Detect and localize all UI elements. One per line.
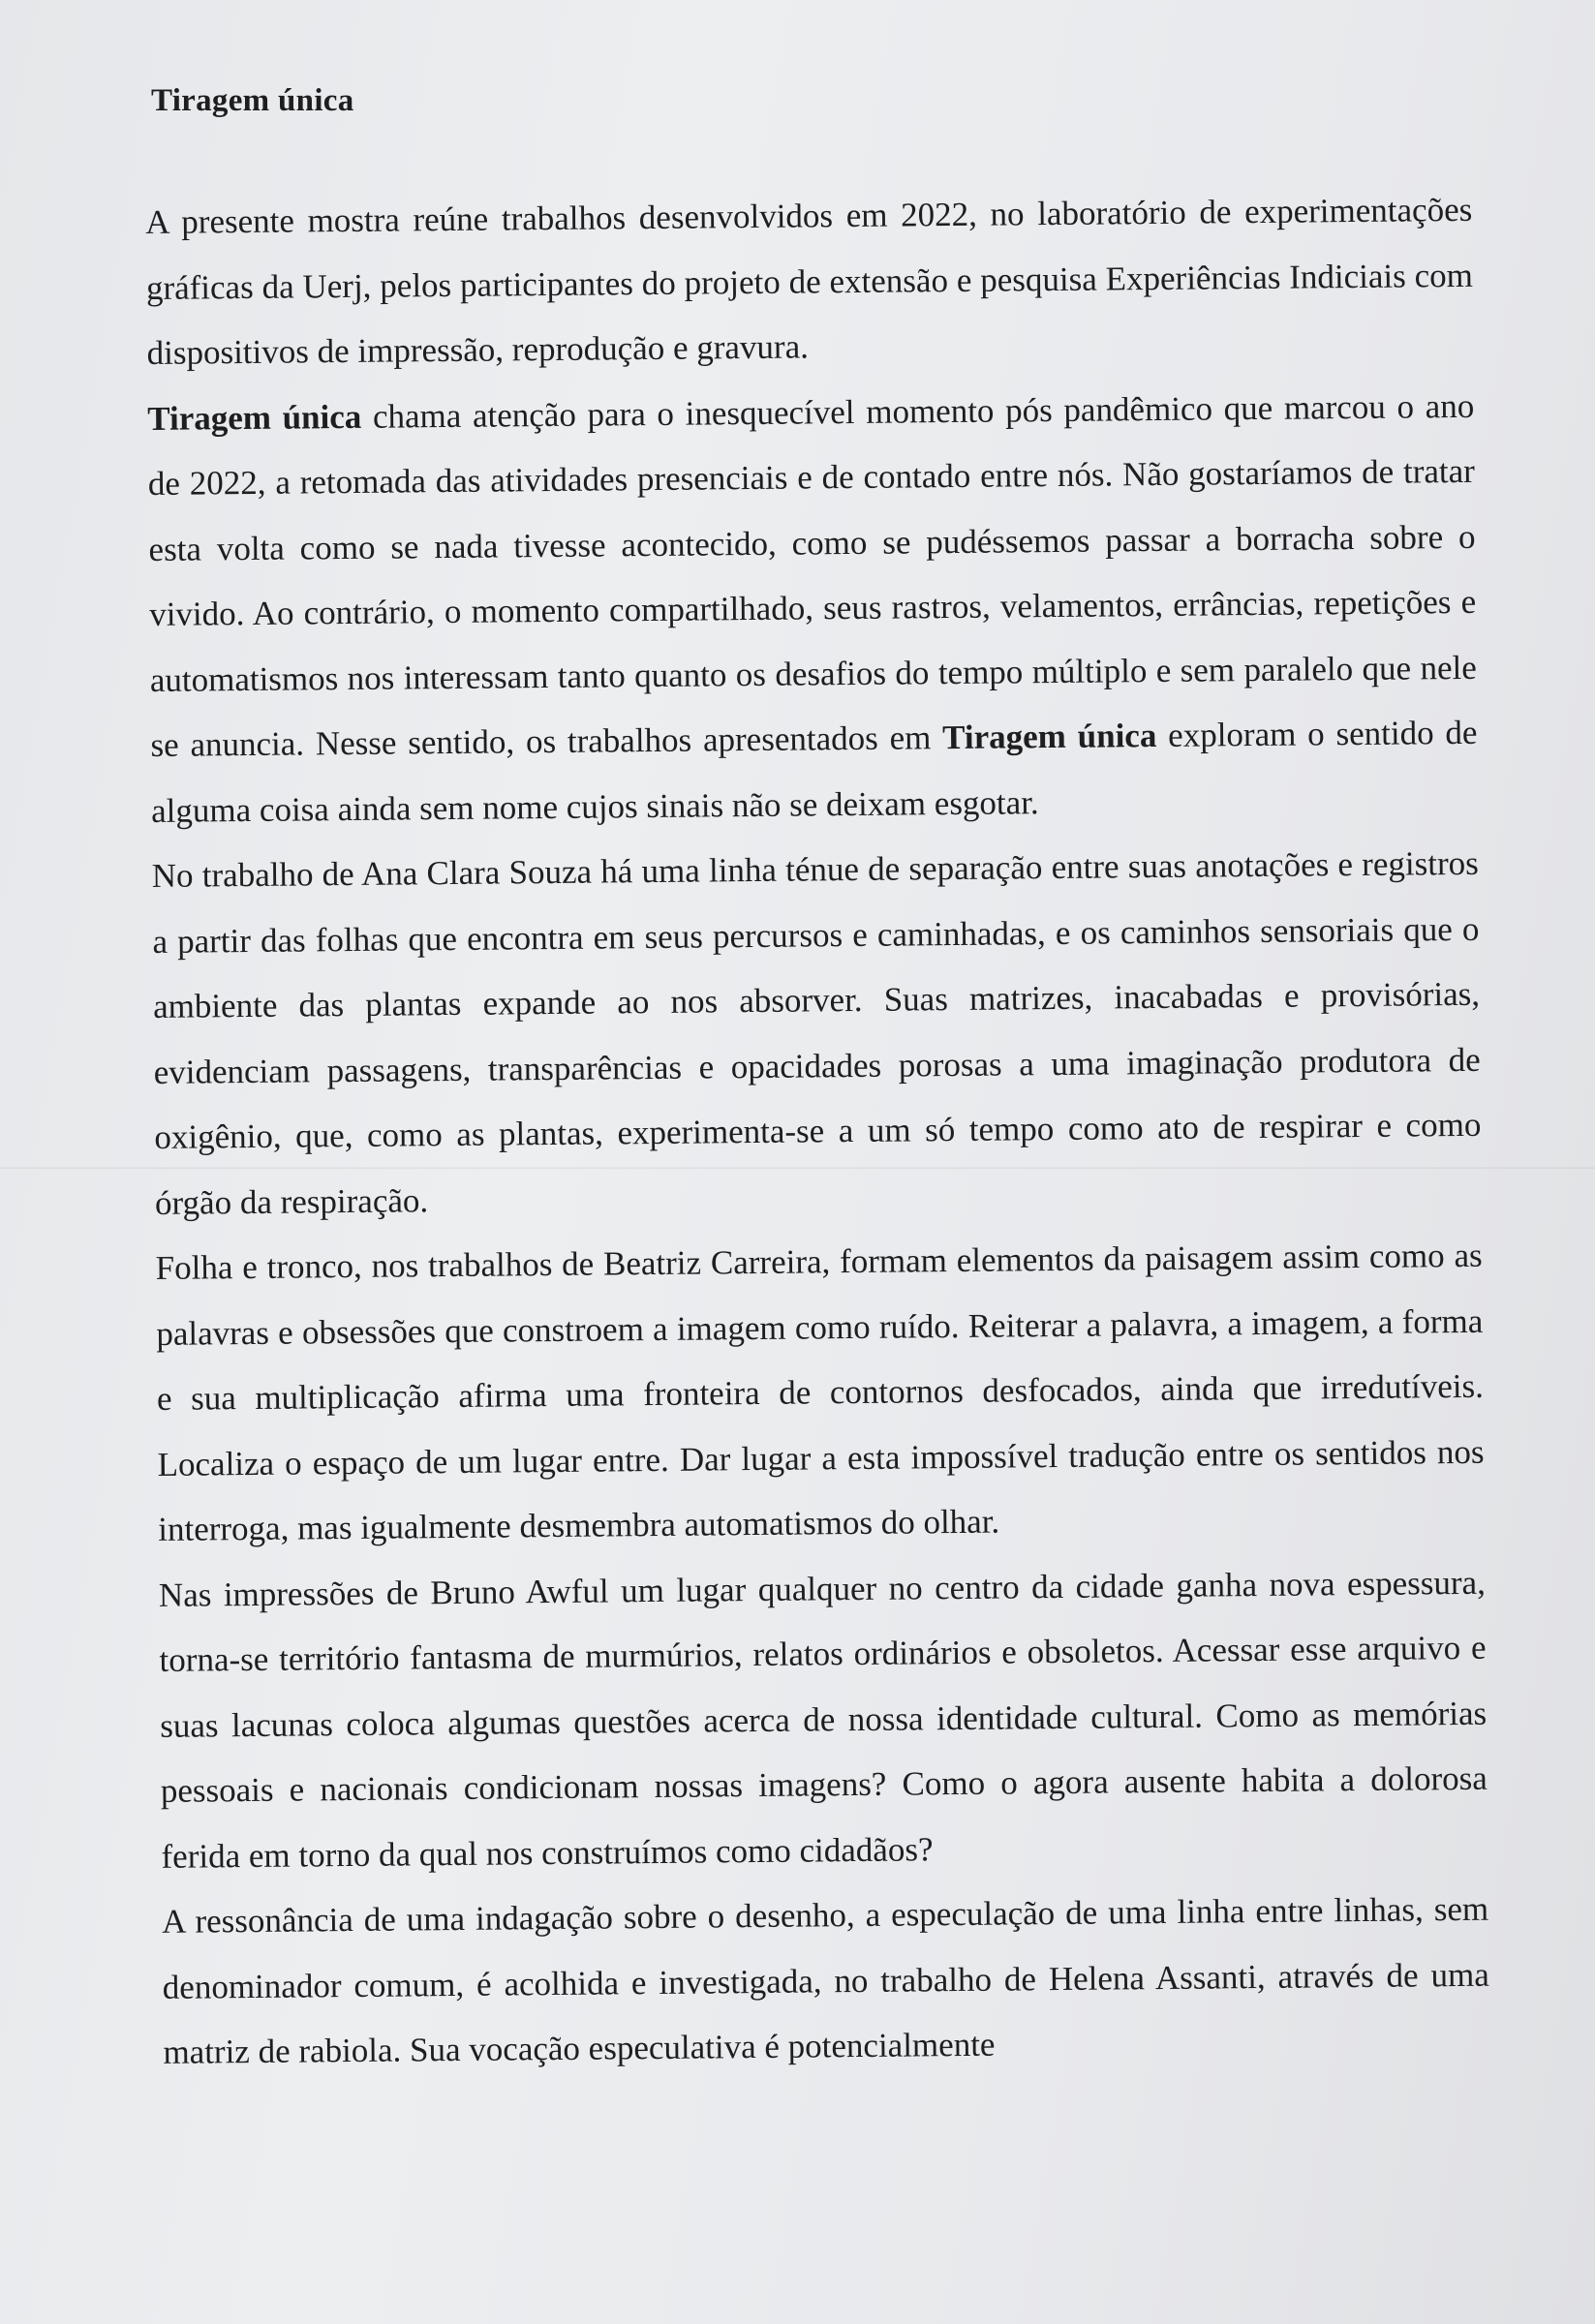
paragraph-text: A presente mostra reúne trabalhos desenvolvidos em 2022, no laboratório de experimentações gráficas da Uerj, pelos participantes do projeto de extensão e pesquisa Experiências Indiciais com dispositivos de impressão, reprodução e gravura. (145, 190, 1474, 372)
paragraph-text: exploram o sentido de alguma coisa ainda sem nome cujos sinais não se deixam esgotar. (150, 713, 1478, 830)
paragraph-text: Folha e tronco, nos trabalhos de Beatriz Carreira, formam elementos da paisagem assim como as palavras e obsessões que constroem a imagem como ruído. Reiterar a palavra, a imagem, a forma e sua multiplicação afirma uma fronteira de contornos desfocados, ainda que irredutíveis. Localiza o espaço de um lugar entre. Dar lugar a esta impossível tradução entre os sentidos nos interroga, mas igualmente desmembra automatismos do olhar. (155, 1236, 1485, 1548)
bold-title-reference: Tiragem única (941, 717, 1157, 757)
paragraph-beatriz (155, 1223, 1485, 1563)
document-title: Tiragem única (151, 83, 354, 118)
paragraph-text: Nas impressões de Bruno Awful um lugar qualquer no centro da cidade ganha nova espessura, torna-se território fantasma de murmúrios, relatos ordinários e obsoletos. Acessar esse arquivo e suas lacunas coloca algumas questões acerca de nossa identidade cultural. Como as memórias pessoais e nacionais condicionam nossas imagens? Como o agora ausente habita a dolorosa ferida em torno da qual nos construímos como cidadãos? (158, 1563, 1488, 1876)
paragraph-text: No trabalho de Ana Clara Souza há uma linha ténue de separação entre suas anotações e registros a partir das folhas que encontra em seus percursos e caminhadas, e os caminhos sensoriais que o ambiente das plantas expande ao nos absorver. Suas matrizes, inacabadas e provisórias, evidenciam passagens, transparências e opacidades porosas a uma imaginação produtora de oxigênio, que, como as plantas, experimenta-se a um só tempo como ato de respirar e como órgão da respiração. (151, 843, 1482, 1222)
paragraph-bruno (159, 1549, 1488, 1889)
bold-title-reference: Tiragem única (147, 397, 362, 438)
paragraph-tiragem (147, 373, 1478, 843)
paragraph-ana-clara (151, 831, 1482, 1236)
paragraph-text: chama atenção para o inesquecível momento pós pandêmico que marcou o ano de 2022, a retomada das atividades presenciais e de contado entre nós. Não gostaríamos de tratar esta volta como se nada tivesse acontecido, como se pudéssemos passar a borracha sobre o vivido. Ao contrário, o momento compartilhado, seus rastros, velamentos, errâncias, repetições e automatismos nos interessam tanto quanto os desafios do tempo múltiplo e sem paralelo que nele se anuncia. Nesse sentido, os trabalhos apresentados em (147, 386, 1477, 764)
paragraph-intro (145, 177, 1474, 386)
paragraph-text: A ressonância de uma indagação sobre o desenho, a especulação de uma linha entre linhas, sem denominador comum, é acolhida e investigada, no trabalho de Helena Assanti, através de uma matriz de rabiola. Sua vocação especulativa é potencialmente (161, 1889, 1489, 2071)
paragraph-helena (162, 1877, 1490, 2086)
document-body (145, 177, 1490, 2086)
